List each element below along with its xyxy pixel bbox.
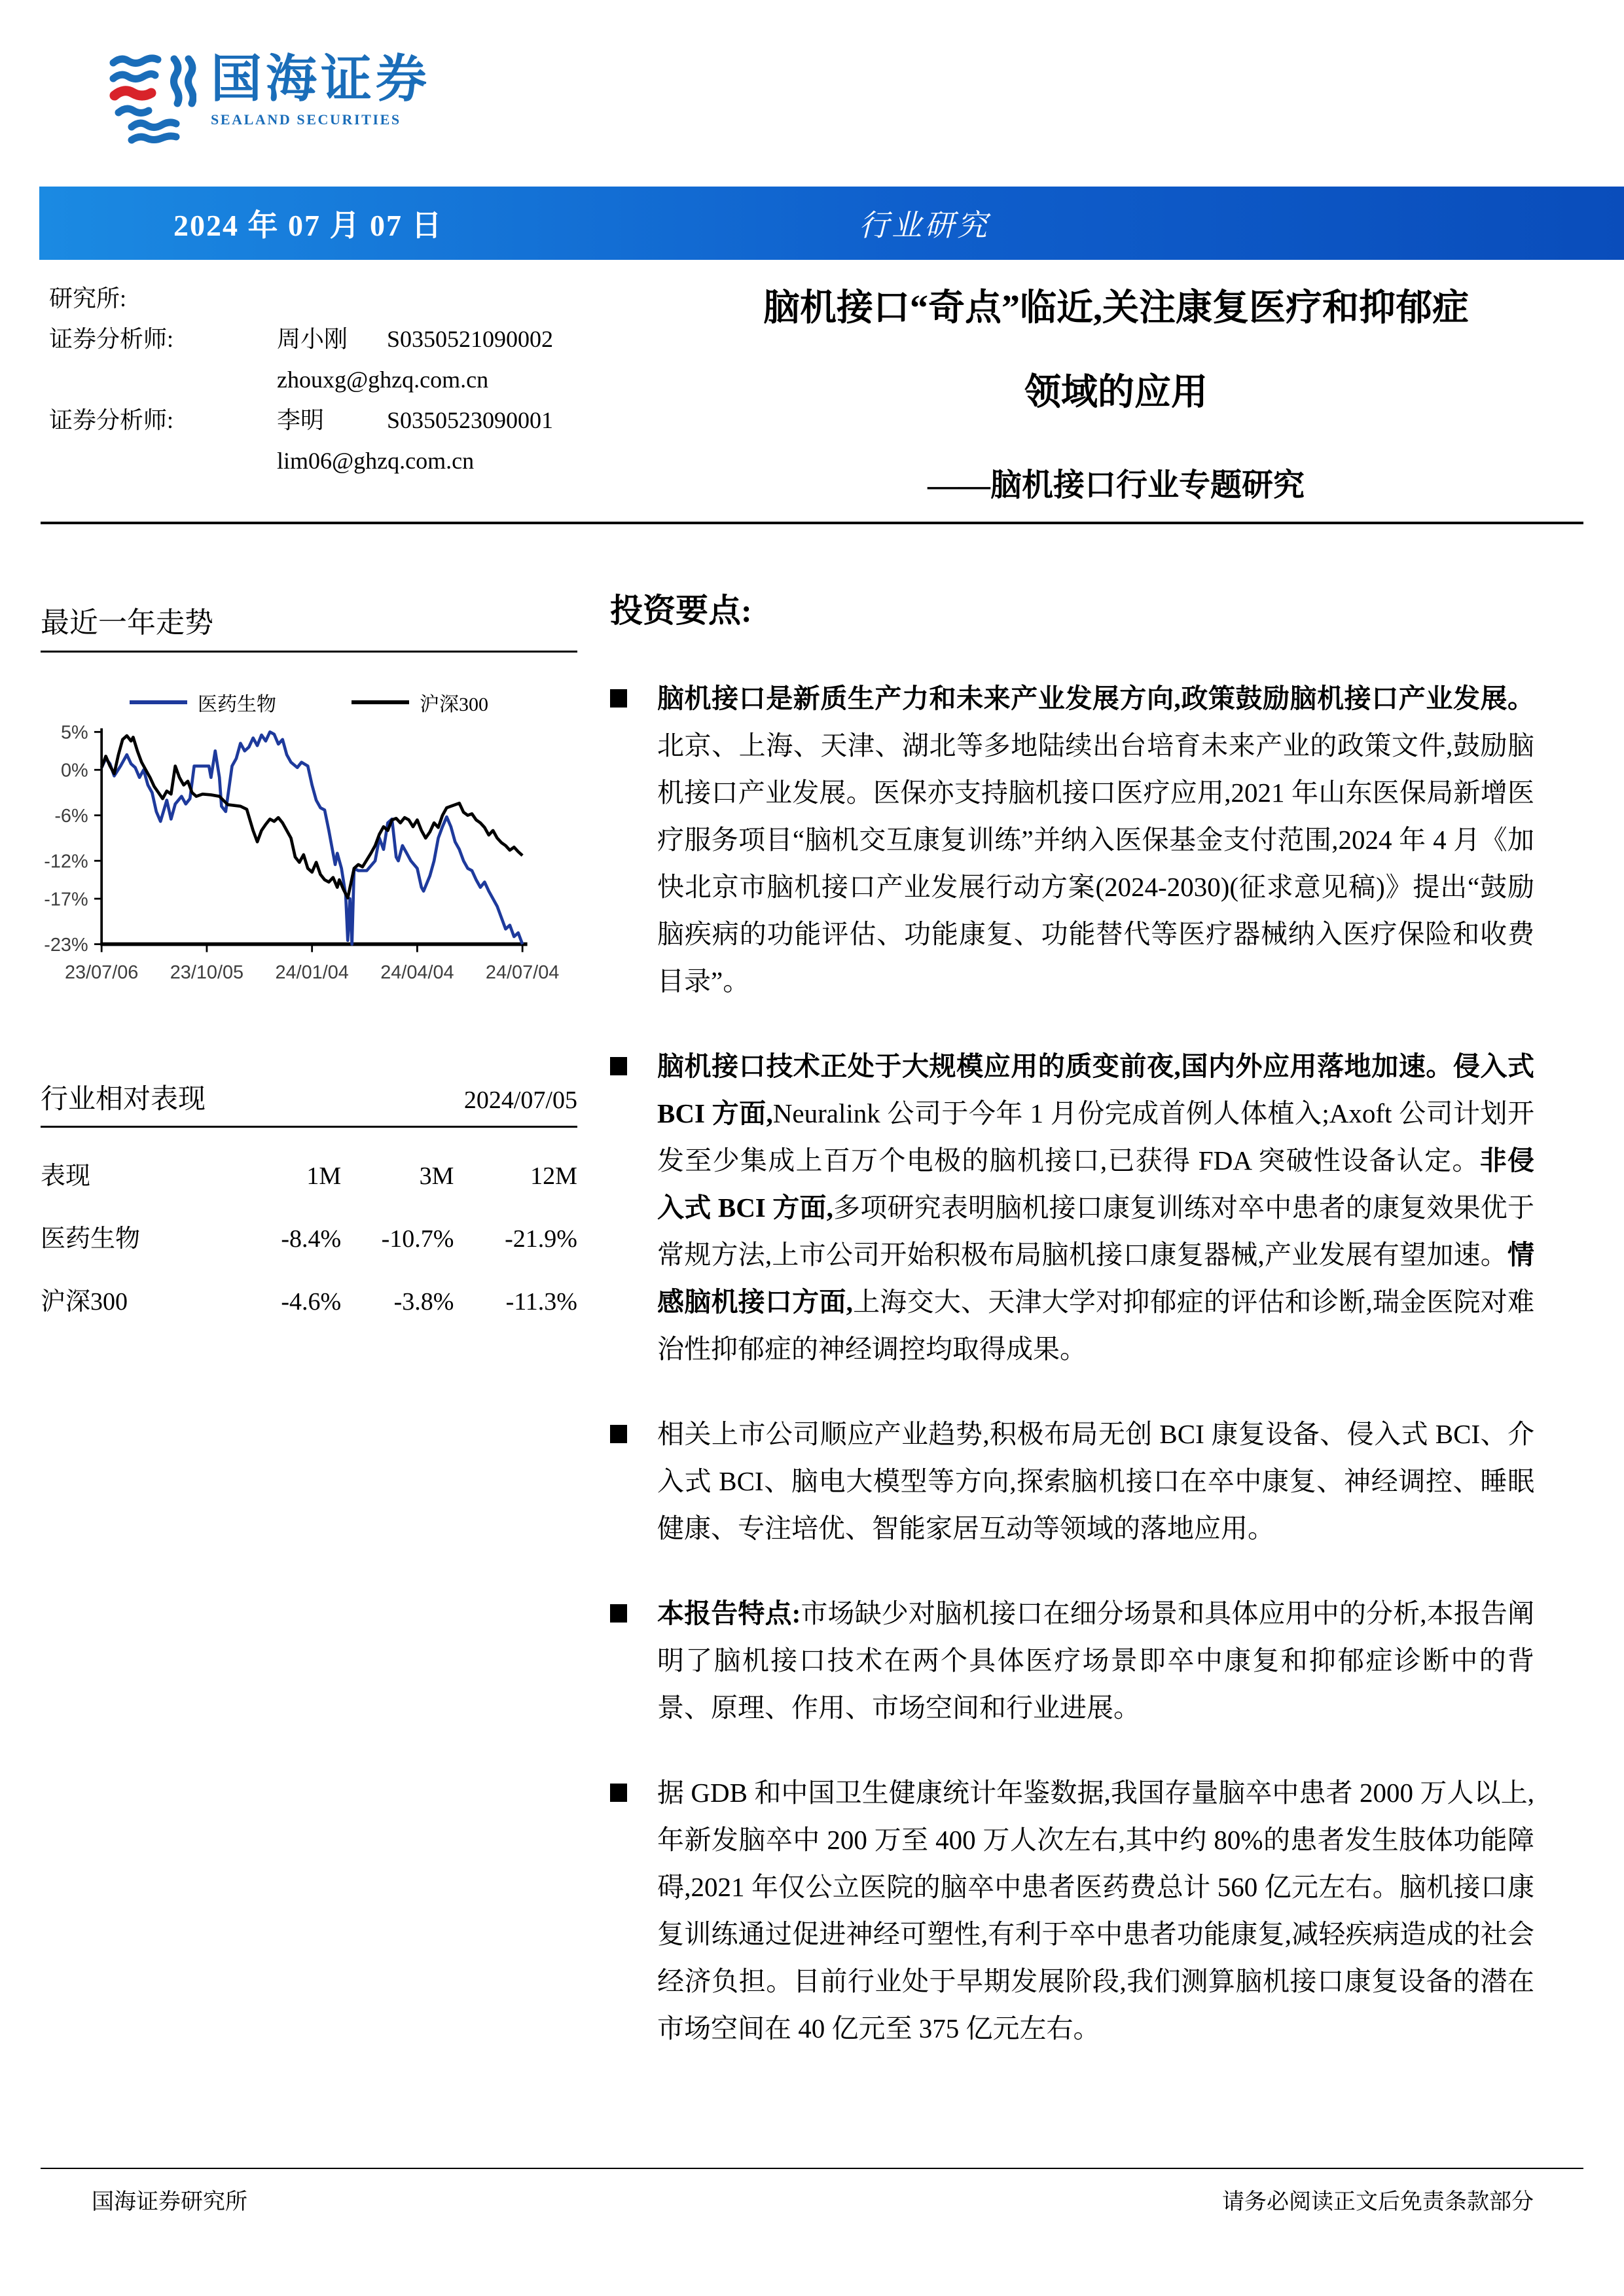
logo-cn: 国海证券 bbox=[211, 50, 431, 107]
analyst-role: 证券分析师: bbox=[49, 326, 174, 352]
analyst-code: S0350521090002 bbox=[387, 326, 554, 352]
relative-performance-table bbox=[41, 1077, 577, 1316]
table-header-cell: 1M bbox=[306, 1162, 342, 1190]
bullet-text: 脑机接口技术正处于大规模应用的质变前夜,国内外应用落地加速。侵入式 BCI 方面,Neuralink 公司于今年 1 月份完成首例人体植入;Axoft 公司计划开发至少集成上百万个电极的脑机接口,已获得 FDA 突破性设备认定。非侵入式 BCI 方面,多项研究表明脑机接口康复训练对卒中患者的康复效果优于常规方法,上市公司开始积极布局脑机接口康复器械,产业发展有望加速。情感脑机接口方面,上海交大、天津大学对抑郁症的评估和诊断,瑞金医院对难治性抑郁症的神经调控均取得成果。 bbox=[657, 1051, 1535, 1364]
table-cell: 医药生物 bbox=[41, 1225, 141, 1253]
bullet-square-icon bbox=[610, 1604, 627, 1623]
table-header-cell: 表现 bbox=[41, 1162, 91, 1190]
report-date: 2024 年 07 月 07 日 bbox=[173, 209, 443, 242]
bullet-square-icon bbox=[610, 1784, 627, 1802]
bullet-square-icon bbox=[610, 689, 627, 708]
bullet-item bbox=[610, 1043, 1534, 1372]
analyst-row bbox=[49, 402, 592, 439]
report-title-line1: 脑机接口“奇点”临近,关注康复医疗和抑郁症 bbox=[763, 288, 1469, 329]
svg-text:24/01/04: 24/01/04 bbox=[275, 961, 349, 983]
table-cell: -11.3% bbox=[505, 1288, 577, 1316]
header-divider bbox=[41, 522, 1583, 524]
analyst-block bbox=[49, 280, 592, 483]
title-block bbox=[645, 287, 1587, 505]
table-title: 行业相对表现 bbox=[41, 1085, 206, 1115]
table-header-cell: 3M bbox=[419, 1162, 454, 1190]
trend-chart-wrap bbox=[41, 719, 577, 1004]
bullet-square-icon bbox=[610, 1425, 627, 1443]
table-heading-row bbox=[41, 1077, 577, 1117]
table-row bbox=[41, 1225, 577, 1253]
svg-text:-6%: -6% bbox=[54, 805, 88, 827]
analyst-name: 李明 bbox=[277, 407, 325, 433]
table-cell: -3.8% bbox=[393, 1288, 454, 1316]
analyst-row bbox=[49, 321, 592, 357]
analyst-rows bbox=[49, 321, 592, 479]
trend-heading: 最近一年走势 bbox=[41, 607, 213, 639]
table-cell: -4.6% bbox=[281, 1288, 342, 1316]
sealand-logo-icon bbox=[108, 52, 196, 144]
right-column bbox=[610, 584, 1534, 2090]
footer bbox=[41, 2183, 1583, 2215]
table-cell: 沪深300 bbox=[41, 1288, 128, 1316]
header-bar bbox=[39, 187, 1624, 260]
legend-label: 沪深300 bbox=[420, 694, 488, 715]
svg-text:24/07/04: 24/07/04 bbox=[485, 961, 560, 983]
logo-text bbox=[211, 52, 431, 128]
svg-text:23/10/05: 23/10/05 bbox=[170, 961, 244, 983]
logo-en: SEALAND SECURITIES bbox=[211, 111, 401, 128]
legend-item bbox=[352, 688, 488, 717]
trend-legend bbox=[41, 691, 577, 714]
table-row bbox=[41, 1287, 577, 1316]
left-column bbox=[41, 607, 577, 1316]
svg-text:-23%: -23% bbox=[44, 934, 88, 956]
svg-text:0%: 0% bbox=[60, 760, 88, 781]
analyst-code: S0350523090001 bbox=[387, 407, 554, 433]
bullet-item bbox=[610, 1590, 1534, 1731]
legend-line-icon bbox=[130, 700, 187, 704]
bullet-item bbox=[610, 675, 1534, 1005]
report-category: 行业研究 bbox=[859, 209, 990, 242]
table-header-row bbox=[41, 1162, 577, 1191]
bullet-text: 本报告特点:市场缺少对脑机接口在细分场景和具体应用中的分析,本报告阐明了脑机接口技术在两个具体医疗场景即卒中康复和抑郁症诊断中的背景、原理、作用、市场空间和行业进展。 bbox=[657, 1598, 1535, 1723]
trend-chart bbox=[41, 719, 577, 1001]
footer-divider bbox=[41, 2168, 1583, 2169]
bullet-text: 相关上市公司顺应产业趋势,积极布局无创 BCI 康复设备、侵入式 BCI、介入式 BCI、脑电大模型等方向,探索脑机接口在卒中康复、神经调控、睡眠健康、专注培优、智能家居互动等领域的落地应用。 bbox=[657, 1419, 1534, 1543]
analyst-email-row bbox=[49, 361, 592, 398]
bullet-list bbox=[610, 675, 1534, 2052]
svg-text:-17%: -17% bbox=[44, 889, 88, 910]
svg-text:-12%: -12% bbox=[44, 851, 88, 872]
institute-row bbox=[49, 280, 592, 317]
analyst-email: zhouxg@ghzq.com.cn bbox=[277, 367, 489, 393]
table-cell: -10.7% bbox=[381, 1225, 454, 1253]
table-divider bbox=[41, 1126, 577, 1128]
table-date: 2024/07/05 bbox=[463, 1086, 577, 1114]
analyst-role: 证券分析师: bbox=[49, 407, 174, 433]
report-subtitle: ——脑机接口行业专题研究 bbox=[927, 468, 1305, 503]
svg-text:23/07/06: 23/07/06 bbox=[64, 961, 139, 983]
report-title-line2: 领域的应用 bbox=[1024, 372, 1208, 414]
footer-disclaimer: 请务必阅读正文后免责条款部分 bbox=[1222, 2190, 1534, 2214]
table-header-cell: 12M bbox=[530, 1162, 577, 1190]
analyst-email-row bbox=[49, 442, 592, 479]
legend-label: 医药生物 bbox=[198, 694, 276, 715]
svg-text:24/04/04: 24/04/04 bbox=[380, 961, 454, 983]
bullet-item bbox=[610, 1769, 1534, 2052]
bullet-square-icon bbox=[610, 1057, 627, 1075]
analyst-name: 周小刚 bbox=[277, 326, 348, 352]
bullet-text: 据 GDB 和中国卫生健康统计年鉴数据,我国存量脑卒中患者 2000 万人以上,年新发脑卒中 200 万至 400 万人次左右,其中约 80%的患者发生肢体功能障碍,2021 年仅公立医院的脑卒中患者医药费总计 560 亿元左右。脑机接口康复训练通过促进神经可塑性,有利于卒中患者功能康复,减轻疾病造成的社会经济负担。目前行业处于早期发展阶段,我们测算脑机接口康复设备的潜在市场空间在 40 亿元至 375 亿元左右。 bbox=[657, 1778, 1534, 2043]
table-rows bbox=[41, 1225, 577, 1316]
legend-item bbox=[130, 688, 276, 717]
trend-divider bbox=[41, 651, 577, 653]
logo bbox=[108, 52, 431, 144]
legend-line-icon bbox=[352, 700, 409, 704]
analyst-email: lim06@ghzq.com.cn bbox=[277, 448, 475, 474]
footer-institute: 国海证券研究所 bbox=[92, 2190, 247, 2214]
table-cell: -21.9% bbox=[505, 1225, 577, 1253]
table-cell: -8.4% bbox=[281, 1225, 342, 1253]
bullet-item bbox=[610, 1410, 1534, 1552]
institute-label: 研究所: bbox=[49, 285, 127, 312]
highlights-heading: 投资要点: bbox=[610, 592, 752, 629]
svg-text:5%: 5% bbox=[60, 722, 88, 744]
bullet-text: 脑机接口是新质生产力和未来产业发展方向,政策鼓励脑机接口产业发展。北京、上海、天津、湖北等多地陆续出台培育未来产业的政策文件,鼓励脑机接口产业发展。医保亦支持脑机接口医疗应用,2021 年山东医保局新增医疗服务项目“脑机交互康复训练”并纳入医保基金支付范围,2024 年 4 月《加快北京市脑机接口产业发展行动方案(2024-2030)(征求意见稿)》提出“鼓励脑疾病的功能评估、功能康复、功能替代等医疗器械纳入医疗保险和收费目录”。 bbox=[657, 683, 1534, 996]
